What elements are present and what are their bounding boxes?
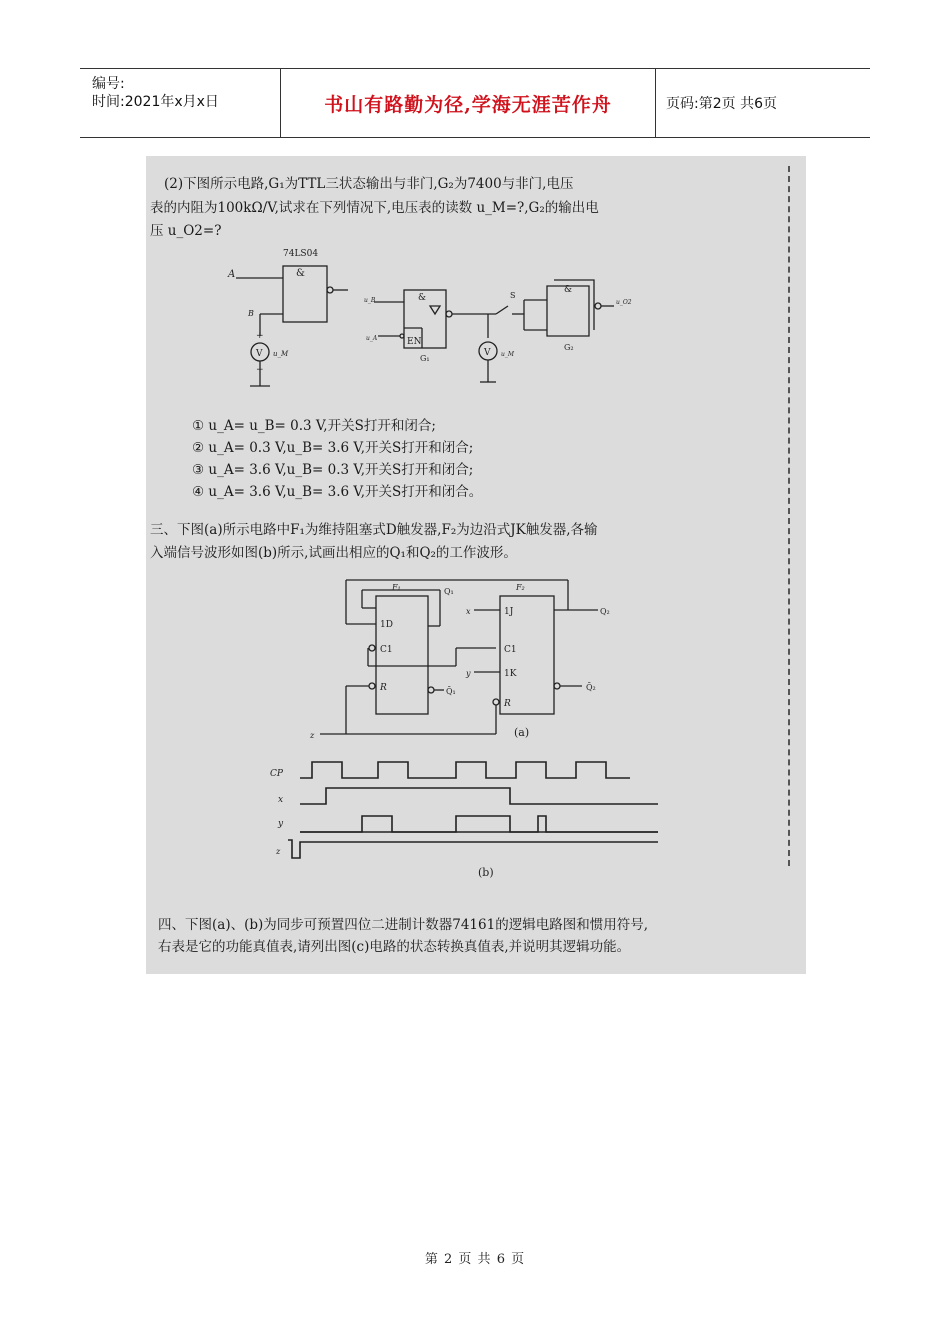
z-waveform: [288, 840, 658, 858]
d-pin: 1D: [380, 620, 393, 630]
g2-symbol: &: [564, 285, 573, 295]
x-waveform: [300, 788, 658, 804]
plus-sign: +: [256, 331, 264, 341]
q2-figure-tristate: [364, 278, 644, 398]
input-a-label: A: [228, 269, 236, 280]
date-label: 时间:2021年x月x日: [92, 94, 219, 110]
motto: 书山有路勤为径,学海无涯苦作舟: [324, 93, 612, 116]
rb-pin: R: [504, 699, 511, 709]
k-pin: 1K: [504, 669, 517, 679]
case-1: ① u_A= u_B= 0.3 V,开关S打开和闭合;: [192, 418, 436, 434]
c1b-pin: C1: [504, 645, 517, 655]
q4-line2: 右表是它的功能真值表,请列出图(c)电路的状态转换真值表,并说明其逻辑功能。: [158, 939, 631, 955]
f2-label: F₂: [516, 583, 525, 592]
ra-pin: R: [380, 683, 387, 693]
z-input-label: z: [310, 731, 315, 740]
input-b-label: B: [248, 309, 254, 318]
tristate-triangle: [430, 306, 440, 314]
c1a-pin: C1: [380, 645, 393, 655]
case-2: ② u_A= 0.3 V,u_B= 3.6 V,开关S打开和闭合;: [192, 440, 474, 456]
voltmeter2-v: V: [484, 348, 491, 358]
f1-label: F₁: [392, 583, 401, 592]
g2-label: G₂: [564, 343, 574, 352]
cp-waveform: [300, 762, 630, 778]
q3-line1: 三、下图(a)所示电路中F₁为维持阻塞式D触发器,F₂为边沿式JK触发器,各输: [150, 522, 598, 538]
page-info: 页码:第2页 共6页: [666, 96, 777, 112]
number-label: 编号:: [92, 76, 125, 92]
q3-line2: 入端信号波形如图(b)所示,试画出相应的Q₁和Q₂的工作波形。: [150, 545, 517, 561]
f1-box: [376, 596, 428, 714]
meter2-label: u_M: [501, 351, 515, 358]
q3-circuit-a: [306, 576, 626, 746]
caption-b: (b): [478, 866, 494, 879]
case-3: ③ u_A= 3.6 V,u_B= 0.3 V,开关S打开和闭合;: [192, 462, 474, 478]
z-label: z: [276, 847, 281, 856]
q1-label: Q₁: [444, 587, 454, 596]
x-label: x: [278, 795, 284, 805]
header-meta: [80, 69, 280, 137]
chip-label: 74LS04: [283, 249, 319, 259]
x-input-label: x: [466, 607, 471, 616]
page-footer: 第 2 页 共 6 页: [424, 1252, 526, 1267]
q2-line3: 压 u_O2=?: [150, 223, 222, 239]
page-header: [80, 68, 870, 138]
q2bar-label: Q̄₂: [586, 683, 596, 692]
inverter-symbol: &: [296, 268, 305, 279]
g1-en: EN: [407, 337, 422, 347]
q2-line1: (2)下图所示电路,G₁为TTL三状态输出与非门,G₂为7400与非门,电压: [164, 176, 574, 192]
inverter-gate: [283, 266, 327, 322]
q2-line2: 表的内阻为100kΩ/V,试求在下列情况下,电压表的读数 u_M=?,G₂的输出电: [150, 200, 599, 216]
q3-waveforms-b: [270, 756, 670, 886]
scan-edge: [788, 166, 792, 866]
voltmeter-v: V: [256, 349, 263, 359]
q1bar-label: Q̄₁: [446, 687, 456, 696]
q2-figure-inverter: [226, 244, 366, 404]
caption-a: (a): [514, 726, 530, 739]
g1-input-b: u_B: [364, 297, 376, 304]
g2-output: u_O2: [616, 299, 632, 306]
y-waveform: [300, 816, 658, 832]
y-label: y: [278, 819, 284, 829]
cp-label: CP: [270, 769, 283, 779]
minus-sign: −: [256, 365, 264, 375]
g1-label: G₁: [420, 354, 430, 363]
header-motto-cell: [280, 69, 656, 137]
g1-symbol: &: [418, 293, 427, 303]
j-pin: 1J: [504, 607, 514, 617]
switch-label: S: [510, 291, 516, 300]
inverter-bubble: [327, 287, 333, 293]
q4-line1: 四、下图(a)、(b)为同步可预置四位二进制计数器74161的逻辑电路图和惯用符号,: [158, 917, 648, 933]
g1-input-a: u_A: [366, 335, 378, 342]
y-input-label: y: [466, 669, 471, 678]
meter-label: u_M: [273, 350, 289, 358]
switch-s: [496, 306, 508, 314]
case-4: ④ u_A= 3.6 V,u_B= 3.6 V,开关S打开和闭合。: [192, 484, 483, 500]
scanned-page: [146, 156, 806, 974]
q2-label: Q₂: [600, 607, 610, 616]
